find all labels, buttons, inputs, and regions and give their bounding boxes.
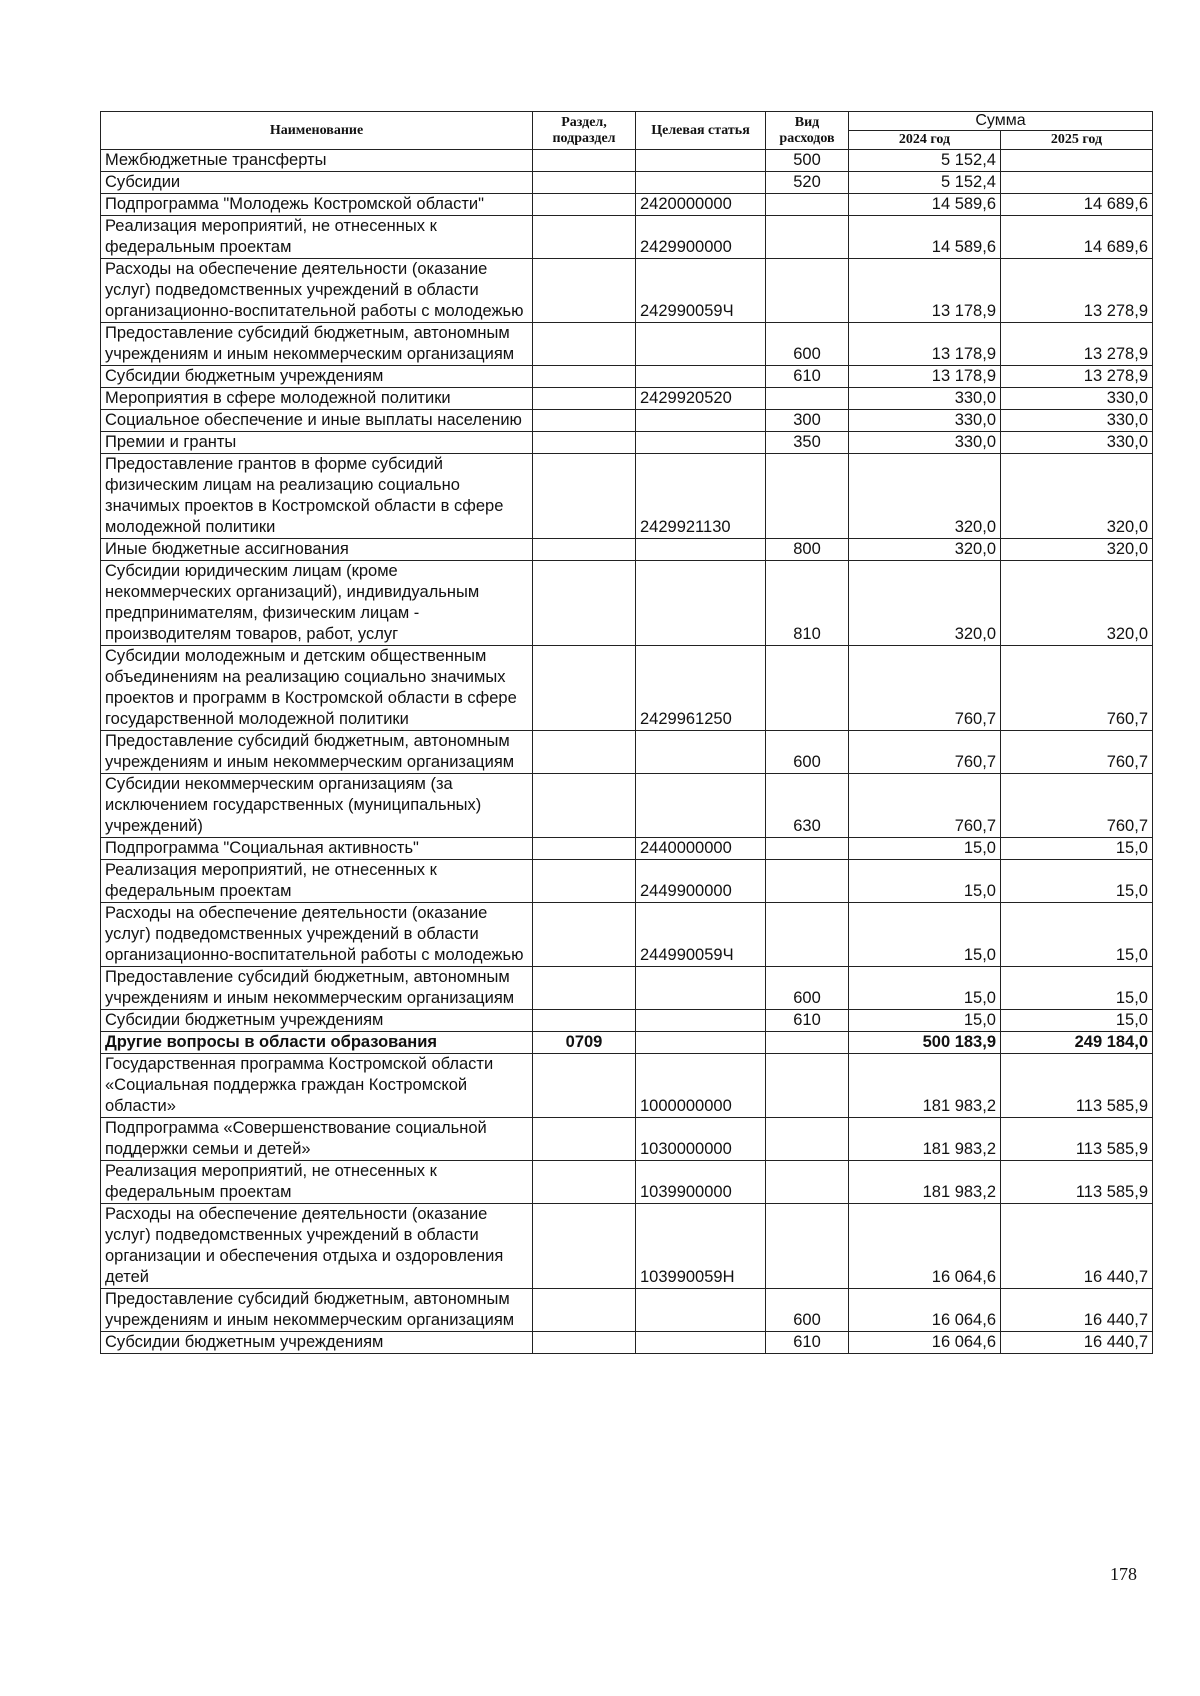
cell-section xyxy=(533,150,636,172)
cell-target xyxy=(636,1332,766,1354)
cell-section xyxy=(533,216,636,259)
cell-target xyxy=(636,366,766,388)
table-row xyxy=(101,774,1153,838)
cell-target: 2429920520 xyxy=(636,388,766,410)
cell-kind: 630 xyxy=(766,774,849,838)
header-section: Раздел, подраздел xyxy=(533,112,636,150)
cell-kind: 800 xyxy=(766,539,849,561)
cell-name: Предоставление грантов в форме субсидий физическим лицам на реализацию социально значимых проектов в Костромской области в сфере молодежной политики xyxy=(101,454,533,539)
cell-sum-2024: 15,0 xyxy=(849,838,1001,860)
page-number: 178 xyxy=(1110,1564,1137,1584)
cell-sum-2025: 113 585,9 xyxy=(1001,1161,1153,1204)
cell-sum-2024: 320,0 xyxy=(849,539,1001,561)
cell-kind: 610 xyxy=(766,1332,849,1354)
cell-sum-2024: 16 064,6 xyxy=(849,1204,1001,1289)
cell-name: Предоставление субсидий бюджетным, автономным учреждениям и иным некоммерческим организациям xyxy=(101,967,533,1010)
header-kind: Вид расходов xyxy=(766,112,849,150)
cell-section xyxy=(533,454,636,539)
table-row xyxy=(101,1161,1153,1204)
cell-sum-2025: 113 585,9 xyxy=(1001,1118,1153,1161)
cell-sum-2024: 500 183,9 xyxy=(849,1032,1001,1054)
cell-section xyxy=(533,172,636,194)
cell-sum-2025: 320,0 xyxy=(1001,561,1153,646)
header-sum: Сумма xyxy=(849,112,1153,131)
table-row xyxy=(101,172,1153,194)
cell-sum-2025 xyxy=(1001,172,1153,194)
cell-sum-2025: 16 440,7 xyxy=(1001,1204,1153,1289)
cell-kind: 350 xyxy=(766,432,849,454)
table-body xyxy=(101,150,1153,1354)
cell-sum-2024: 13 178,9 xyxy=(849,259,1001,323)
cell-name: Предоставление субсидий бюджетным, автономным учреждениям и иным некоммерческим организациям xyxy=(101,731,533,774)
header-year-2025: 2025 год xyxy=(1001,131,1153,150)
cell-name: Расходы на обеспечение деятельности (оказание услуг) подведомственных учреждений в области организации и обеспечения отдыха и оздоровления детей xyxy=(101,1204,533,1289)
cell-sum-2024: 15,0 xyxy=(849,967,1001,1010)
cell-sum-2025: 13 278,9 xyxy=(1001,323,1153,366)
table-row xyxy=(101,731,1153,774)
table-row xyxy=(101,1032,1153,1054)
cell-sum-2025: 16 440,7 xyxy=(1001,1289,1153,1332)
cell-target xyxy=(636,410,766,432)
cell-sum-2024: 14 589,6 xyxy=(849,216,1001,259)
cell-sum-2024: 15,0 xyxy=(849,1010,1001,1032)
cell-sum-2025: 760,7 xyxy=(1001,646,1153,731)
table-row xyxy=(101,194,1153,216)
cell-name: Иные бюджетные ассигнования xyxy=(101,539,533,561)
cell-sum-2025: 15,0 xyxy=(1001,860,1153,903)
cell-sum-2025: 330,0 xyxy=(1001,388,1153,410)
cell-sum-2025: 13 278,9 xyxy=(1001,366,1153,388)
cell-sum-2024: 13 178,9 xyxy=(849,323,1001,366)
cell-kind: 520 xyxy=(766,172,849,194)
cell-target: 2429921130 xyxy=(636,454,766,539)
cell-target xyxy=(636,432,766,454)
cell-section xyxy=(533,967,636,1010)
cell-sum-2025: 330,0 xyxy=(1001,410,1153,432)
cell-sum-2024: 760,7 xyxy=(849,774,1001,838)
cell-name: Другие вопросы в области образования xyxy=(101,1032,533,1054)
cell-section xyxy=(533,388,636,410)
header-year-2024: 2024 год xyxy=(849,131,1001,150)
table-row xyxy=(101,646,1153,731)
cell-name: Реализация мероприятий, не отнесенных к федеральным проектам xyxy=(101,216,533,259)
cell-section xyxy=(533,860,636,903)
cell-sum-2024: 181 983,2 xyxy=(849,1161,1001,1204)
table-row xyxy=(101,860,1153,903)
cell-kind xyxy=(766,646,849,731)
cell-sum-2024: 5 152,4 xyxy=(849,172,1001,194)
cell-kind: 600 xyxy=(766,731,849,774)
cell-name: Предоставление субсидий бюджетным, автономным учреждениям и иным некоммерческим организациям xyxy=(101,1289,533,1332)
cell-sum-2025 xyxy=(1001,150,1153,172)
cell-name: Субсидии бюджетным учреждениям xyxy=(101,1332,533,1354)
cell-section xyxy=(533,432,636,454)
table-row xyxy=(101,838,1153,860)
cell-section xyxy=(533,323,636,366)
cell-target: 2420000000 xyxy=(636,194,766,216)
cell-section xyxy=(533,903,636,967)
table-row xyxy=(101,1010,1153,1032)
cell-sum-2025: 15,0 xyxy=(1001,838,1153,860)
cell-sum-2024: 181 983,2 xyxy=(849,1118,1001,1161)
cell-target: 2429961250 xyxy=(636,646,766,731)
cell-kind: 300 xyxy=(766,410,849,432)
cell-section xyxy=(533,1289,636,1332)
cell-kind xyxy=(766,903,849,967)
cell-sum-2024: 181 983,2 xyxy=(849,1054,1001,1118)
table-row xyxy=(101,1332,1153,1354)
cell-name: Реализация мероприятий, не отнесенных к федеральным проектам xyxy=(101,860,533,903)
cell-section xyxy=(533,1204,636,1289)
table-row xyxy=(101,1118,1153,1161)
cell-sum-2024: 320,0 xyxy=(849,561,1001,646)
cell-sum-2025: 249 184,0 xyxy=(1001,1032,1153,1054)
table-row xyxy=(101,454,1153,539)
cell-section xyxy=(533,774,636,838)
cell-kind xyxy=(766,388,849,410)
cell-sum-2024: 760,7 xyxy=(849,646,1001,731)
cell-sum-2024: 15,0 xyxy=(849,860,1001,903)
cell-sum-2025: 15,0 xyxy=(1001,1010,1153,1032)
cell-section xyxy=(533,838,636,860)
table-row xyxy=(101,410,1153,432)
cell-name: Расходы на обеспечение деятельности (оказание услуг) подведомственных учреждений в области организационно-воспитательной работы с молодежью xyxy=(101,259,533,323)
table-row xyxy=(101,1204,1153,1289)
table-row xyxy=(101,432,1153,454)
cell-section xyxy=(533,646,636,731)
cell-section xyxy=(533,259,636,323)
cell-section xyxy=(533,1118,636,1161)
cell-name: Реализация мероприятий, не отнесенных к федеральным проектам xyxy=(101,1161,533,1204)
cell-sum-2025: 13 278,9 xyxy=(1001,259,1153,323)
cell-sum-2024: 16 064,6 xyxy=(849,1332,1001,1354)
cell-section xyxy=(533,539,636,561)
cell-sum-2025: 15,0 xyxy=(1001,967,1153,1010)
cell-name: Расходы на обеспечение деятельности (оказание услуг) подведомственных учреждений в области организационно-воспитательной работы с молодежью xyxy=(101,903,533,967)
cell-kind xyxy=(766,194,849,216)
cell-kind xyxy=(766,1204,849,1289)
cell-sum-2025: 16 440,7 xyxy=(1001,1332,1153,1354)
cell-target: 1000000000 xyxy=(636,1054,766,1118)
header-target: Целевая статья xyxy=(636,112,766,150)
table-row xyxy=(101,259,1153,323)
cell-target xyxy=(636,774,766,838)
cell-name: Социальное обеспечение и иные выплаты населению xyxy=(101,410,533,432)
cell-name: Межбюджетные трансферты xyxy=(101,150,533,172)
cell-sum-2024: 760,7 xyxy=(849,731,1001,774)
cell-sum-2025: 760,7 xyxy=(1001,774,1153,838)
cell-kind xyxy=(766,454,849,539)
cell-section: 0709 xyxy=(533,1032,636,1054)
cell-name: Субсидии некоммерческим организациям (за исключением государственных (муниципальных) учреждений) xyxy=(101,774,533,838)
cell-target xyxy=(636,150,766,172)
cell-name: Субсидии молодежным и детским общественным объединениям на реализацию социально значимых проектов и программ в Костромской области в сфере государственной молодежной политики xyxy=(101,646,533,731)
cell-sum-2024: 14 589,6 xyxy=(849,194,1001,216)
cell-kind: 600 xyxy=(766,323,849,366)
cell-target xyxy=(636,1032,766,1054)
cell-target xyxy=(636,731,766,774)
cell-name: Подпрограмма "Социальная активность" xyxy=(101,838,533,860)
budget-table xyxy=(100,111,1153,1354)
cell-sum-2025: 320,0 xyxy=(1001,454,1153,539)
cell-kind xyxy=(766,860,849,903)
cell-target xyxy=(636,967,766,1010)
table-row xyxy=(101,366,1153,388)
cell-sum-2025: 14 689,6 xyxy=(1001,194,1153,216)
cell-target: 1039900000 xyxy=(636,1161,766,1204)
cell-target: 2429900000 xyxy=(636,216,766,259)
cell-sum-2025: 15,0 xyxy=(1001,903,1153,967)
cell-section xyxy=(533,731,636,774)
cell-target: 1030000000 xyxy=(636,1118,766,1161)
cell-target xyxy=(636,1010,766,1032)
cell-section xyxy=(533,366,636,388)
cell-kind: 610 xyxy=(766,366,849,388)
cell-name: Субсидии xyxy=(101,172,533,194)
cell-name: Субсидии бюджетным учреждениям xyxy=(101,1010,533,1032)
cell-section xyxy=(533,1010,636,1032)
cell-sum-2025: 113 585,9 xyxy=(1001,1054,1153,1118)
cell-target: 2449900000 xyxy=(636,860,766,903)
cell-sum-2025: 760,7 xyxy=(1001,731,1153,774)
cell-kind: 610 xyxy=(766,1010,849,1032)
cell-target: 2440000000 xyxy=(636,838,766,860)
cell-sum-2024: 16 064,6 xyxy=(849,1289,1001,1332)
cell-sum-2024: 330,0 xyxy=(849,432,1001,454)
header-name: Наименование xyxy=(101,112,533,150)
table-row xyxy=(101,150,1153,172)
cell-target xyxy=(636,172,766,194)
cell-target xyxy=(636,1289,766,1332)
cell-target xyxy=(636,323,766,366)
table-row xyxy=(101,323,1153,366)
cell-kind xyxy=(766,1054,849,1118)
cell-section xyxy=(533,1161,636,1204)
cell-sum-2024: 15,0 xyxy=(849,903,1001,967)
cell-sum-2024: 5 152,4 xyxy=(849,150,1001,172)
cell-kind: 810 xyxy=(766,561,849,646)
cell-name: Субсидии юридическим лицам (кроме некоммерческих организаций), индивидуальным предпринимателям, физическим лицам - производителям товаров, работ, услуг xyxy=(101,561,533,646)
table-row xyxy=(101,388,1153,410)
table-row xyxy=(101,903,1153,967)
cell-target: 242990059Ч xyxy=(636,259,766,323)
cell-name: Субсидии бюджетным учреждениям xyxy=(101,366,533,388)
table-row xyxy=(101,539,1153,561)
cell-kind: 600 xyxy=(766,967,849,1010)
cell-sum-2025: 320,0 xyxy=(1001,539,1153,561)
table-row xyxy=(101,561,1153,646)
cell-sum-2024: 330,0 xyxy=(849,410,1001,432)
cell-kind xyxy=(766,259,849,323)
cell-name: Мероприятия в сфере молодежной политики xyxy=(101,388,533,410)
cell-section xyxy=(533,1332,636,1354)
cell-kind xyxy=(766,1118,849,1161)
cell-target: 244990059Ч xyxy=(636,903,766,967)
cell-target xyxy=(636,539,766,561)
cell-kind xyxy=(766,838,849,860)
cell-kind: 500 xyxy=(766,150,849,172)
cell-target xyxy=(636,561,766,646)
cell-sum-2024: 320,0 xyxy=(849,454,1001,539)
cell-kind: 600 xyxy=(766,1289,849,1332)
table-row xyxy=(101,1289,1153,1332)
cell-section xyxy=(533,410,636,432)
table-row xyxy=(101,967,1153,1010)
cell-kind xyxy=(766,216,849,259)
cell-name: Подпрограмма «Совершенствование социальной поддержки семьи и детей» xyxy=(101,1118,533,1161)
table-row xyxy=(101,216,1153,259)
cell-name: Предоставление субсидий бюджетным, автономным учреждениям и иным некоммерческим организациям xyxy=(101,323,533,366)
cell-sum-2024: 330,0 xyxy=(849,388,1001,410)
cell-sum-2025: 14 689,6 xyxy=(1001,216,1153,259)
cell-section xyxy=(533,561,636,646)
cell-name: Подпрограмма "Молодежь Костромской области" xyxy=(101,194,533,216)
cell-name: Государственная программа Костромской области «Социальная поддержка граждан Костромской области» xyxy=(101,1054,533,1118)
cell-target: 103990059Н xyxy=(636,1204,766,1289)
cell-section xyxy=(533,194,636,216)
cell-sum-2025: 330,0 xyxy=(1001,432,1153,454)
cell-kind xyxy=(766,1032,849,1054)
cell-name: Премии и гранты xyxy=(101,432,533,454)
table-row xyxy=(101,1054,1153,1118)
cell-kind xyxy=(766,1161,849,1204)
cell-section xyxy=(533,1054,636,1118)
cell-sum-2024: 13 178,9 xyxy=(849,366,1001,388)
